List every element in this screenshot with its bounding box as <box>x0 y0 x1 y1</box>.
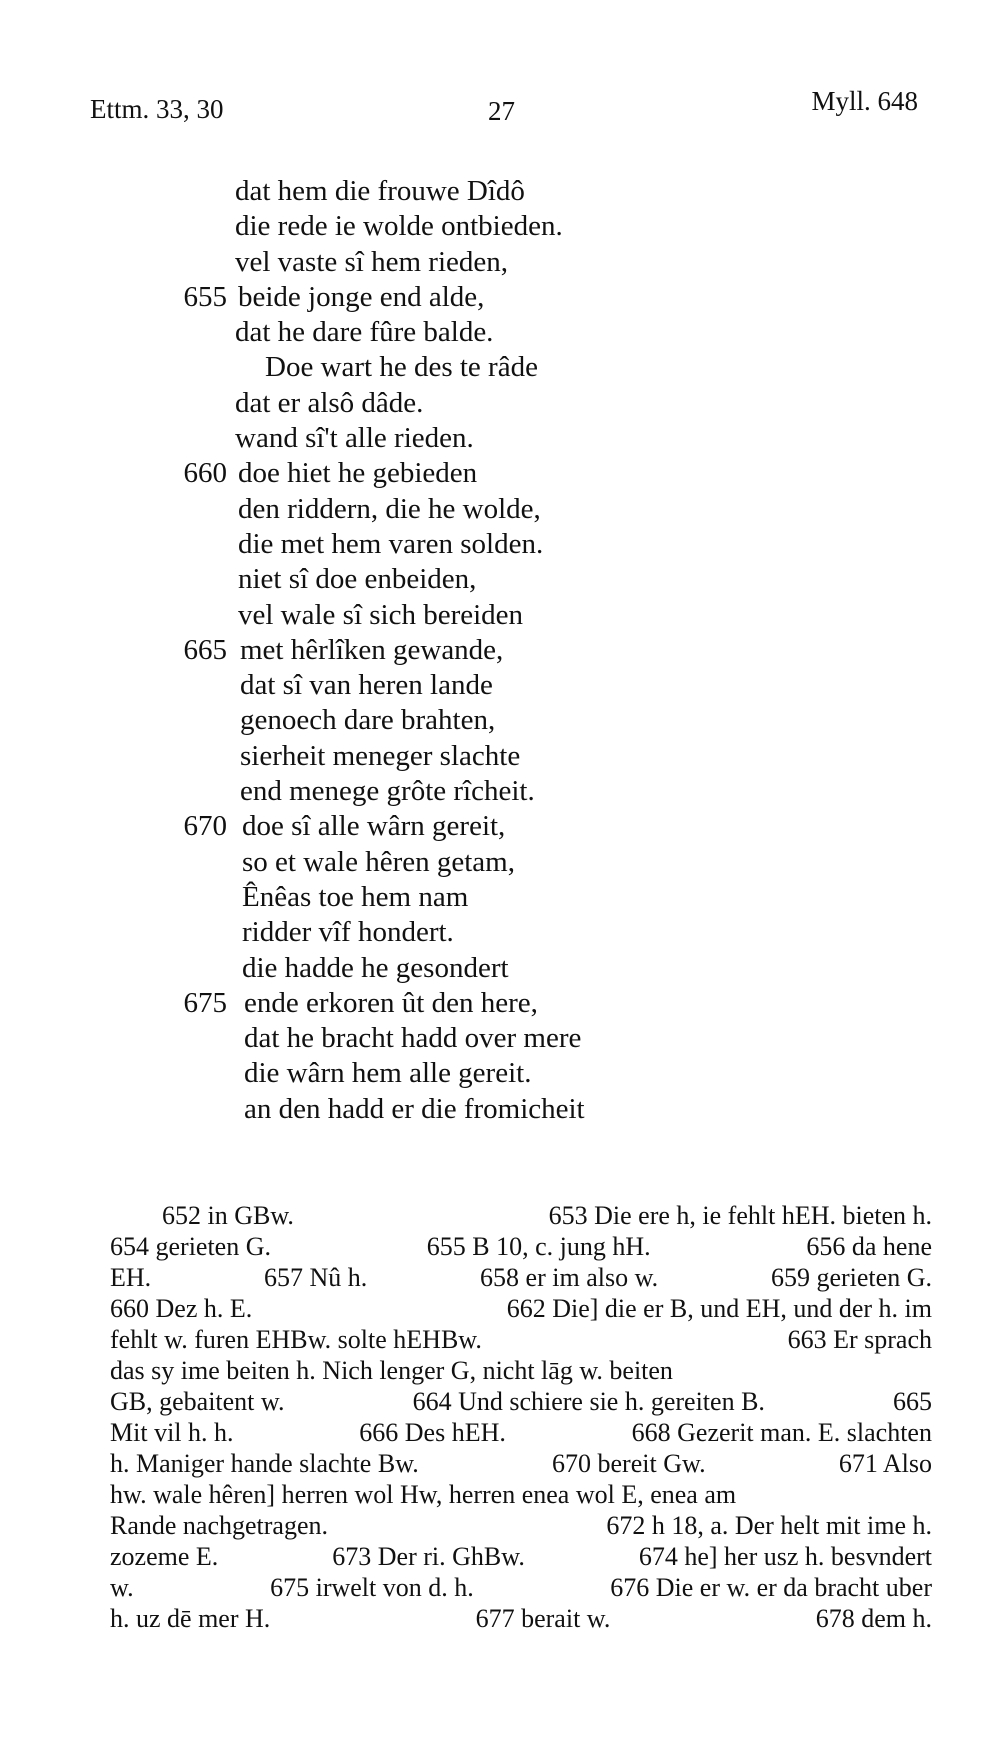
verse-line <box>0 810 1000 845</box>
verse-text-line: die met hem varen solden. <box>238 527 544 560</box>
verse-text <box>0 175 1000 1128</box>
apparatus-entry: zozeme E. <box>110 1542 219 1571</box>
apparatus-entry: 660 Dez h. E. <box>110 1294 253 1323</box>
apparatus-line <box>110 1231 932 1262</box>
apparatus-line <box>110 1572 932 1603</box>
apparatus-line <box>110 1355 932 1386</box>
apparatus-entry: das sy ime beiten h. Nich lenger G, nicht lāg w. beiten <box>110 1356 673 1385</box>
apparatus-line <box>110 1479 932 1510</box>
verse-line <box>0 916 1000 951</box>
verse-line <box>0 599 1000 634</box>
verse-text-line: dat sî van heren lande <box>240 669 493 702</box>
apparatus-line <box>110 1324 932 1355</box>
verse-line <box>0 316 1000 351</box>
page-number: 27 <box>488 96 515 126</box>
apparatus-entry: 674 he] her usz h. besvndert <box>638 1542 932 1571</box>
apparatus-entry: 677 berait w. <box>475 1604 611 1633</box>
verse-line <box>0 281 1000 316</box>
verse-line <box>0 422 1000 457</box>
apparatus-entry: 668 Gezerit man. E. slachten <box>631 1418 932 1447</box>
verse-line <box>0 987 1000 1022</box>
apparatus-entry: 666 Des hEH. <box>359 1418 506 1447</box>
verse-text-line: die wârn hem alle gereit. <box>244 1057 532 1090</box>
apparatus-entry: 676 Die er w. er da bracht uber <box>610 1573 932 1602</box>
verse-text-line: niet sî doe enbeiden, <box>238 563 477 596</box>
apparatus-line <box>110 1448 932 1479</box>
verse-line <box>0 881 1000 916</box>
verse-line <box>0 210 1000 245</box>
apparatus-line <box>110 1262 932 1293</box>
apparatus-entry: EH. <box>110 1263 152 1292</box>
apparatus-entry: 663 Er sprach <box>787 1325 932 1354</box>
verse-number: 665 <box>183 633 227 666</box>
verse-text-line: beide jonge end alde, <box>238 280 485 313</box>
apparatus-entry: 678 dem h. <box>815 1604 932 1633</box>
verse-line <box>0 952 1000 987</box>
apparatus-entry: 652 in GBw. <box>162 1201 294 1230</box>
apparatus-line <box>110 1510 932 1541</box>
verse-text-line: genoech dare brahten, <box>240 704 496 737</box>
apparatus-entry: h. uz dē mer H. <box>110 1604 271 1633</box>
verse-text-line: dat hem die frouwe Dîdô <box>235 175 525 207</box>
critical-apparatus <box>110 1200 932 1634</box>
apparatus-entry: 657 Nû h. <box>263 1263 368 1292</box>
verse-line <box>0 457 1000 492</box>
apparatus-entry: h. Maniger hande slachte Bw. <box>110 1449 419 1478</box>
verse-line <box>0 775 1000 810</box>
verse-text-line: sierheit meneger slachte <box>240 739 521 772</box>
verse-line <box>0 175 1000 210</box>
verse-text-line: Doe wart he des te râde <box>265 351 538 384</box>
apparatus-line <box>110 1386 932 1417</box>
verse-text-line: dat he dare fûre balde. <box>235 316 494 349</box>
verse-line <box>0 1022 1000 1057</box>
apparatus-entry: Rande nachgetragen. <box>110 1511 329 1540</box>
apparatus-entry: 670 bereit Gw. <box>552 1449 706 1478</box>
verse-text-line: dat er alsô dâde. <box>235 386 424 419</box>
apparatus-entry: 665 <box>892 1387 932 1416</box>
verse-line <box>0 351 1000 386</box>
verse-number: 675 <box>183 986 227 1019</box>
apparatus-entry: 662 Die] die er B, und EH, und der h. im <box>506 1294 932 1323</box>
verse-text-line: end menege grôte rîcheit. <box>240 775 535 808</box>
verse-text-line: den riddern, die he wolde, <box>238 492 541 525</box>
apparatus-entry: 658 er im also w. <box>480 1263 659 1292</box>
verse-line <box>0 528 1000 563</box>
apparatus-entry: GB, gebaitent w. <box>110 1387 285 1416</box>
verse-text-line: ende erkoren ût den here, <box>244 986 538 1019</box>
verse-line <box>0 493 1000 528</box>
apparatus-entry: fehlt w. furen EHBw. solte hEHBw. <box>110 1325 482 1354</box>
verse-text-line: so et wale hêren getam, <box>242 845 515 878</box>
verse-line <box>0 1093 1000 1128</box>
apparatus-entry: 654 gerieten G. <box>110 1232 272 1261</box>
apparatus-line <box>110 1541 932 1572</box>
verse-line <box>0 669 1000 704</box>
verse-text-line: vel wale sî sich bereiden <box>238 598 524 631</box>
apparatus-entry: 675 irwelt von d. h. <box>270 1573 474 1602</box>
verse-text-line: met hêrlîken gewande, <box>240 633 504 666</box>
apparatus-entry: 655 B 10, c. jung hH. <box>426 1232 651 1261</box>
apparatus-entry: w. <box>110 1573 134 1602</box>
verse-text-line: wand sî't alle rieden. <box>235 422 474 455</box>
verse-line <box>0 387 1000 422</box>
verse-text-line: an den hadd er die fromicheit <box>244 1092 585 1125</box>
running-head-left: Ettm. 33, 30 <box>90 94 224 124</box>
apparatus-entry: 672 h 18, a. Der helt mit ime h. <box>606 1511 932 1540</box>
apparatus-line <box>110 1603 932 1634</box>
apparatus-entry: 673 Der ri. GhBw. <box>332 1542 525 1571</box>
apparatus-line <box>110 1200 932 1231</box>
apparatus-entry: 656 da hene <box>806 1232 932 1261</box>
verse-text-line: ridder vîf hondert. <box>242 916 454 949</box>
verse-line <box>0 246 1000 281</box>
apparatus-entry: Mit vil h. h. <box>110 1418 234 1447</box>
verse-line <box>0 704 1000 739</box>
verse-line <box>0 740 1000 775</box>
verse-line <box>0 846 1000 881</box>
verse-line <box>0 1057 1000 1092</box>
verse-line <box>0 634 1000 669</box>
verse-text-line: dat he bracht hadd over mere <box>244 1022 582 1055</box>
verse-text-line: die hadde he gesondert <box>242 951 509 984</box>
verse-number: 660 <box>183 457 227 490</box>
verse-text-line: Ênêas toe hem nam <box>242 880 469 913</box>
apparatus-entry: 671 Also <box>838 1449 932 1478</box>
apparatus-line <box>110 1293 932 1324</box>
verse-number: 670 <box>183 810 227 843</box>
verse-number: 655 <box>183 280 227 313</box>
apparatus-entry: hw. wale hêren] herren wol Hw, herren enea wol E, enea am <box>110 1480 737 1509</box>
verse-line <box>0 563 1000 598</box>
verse-text-line: doe sî alle wârn gereit, <box>242 810 506 843</box>
apparatus-entry: 664 Und schiere sie h. gereiten B. <box>412 1387 765 1416</box>
verse-text-line: die rede ie wolde ontbieden. <box>235 210 563 243</box>
apparatus-entry: 659 gerieten G. <box>770 1263 932 1292</box>
apparatus-line <box>110 1417 932 1448</box>
verse-text-line: doe hiet he gebieden <box>238 457 478 490</box>
verse-text-line: vel vaste sî hem rieden, <box>235 245 508 278</box>
running-head-right: Myll. 648 <box>811 86 918 116</box>
apparatus-entry: 653 Die ere h, ie fehlt hEH. bieten h. <box>548 1201 932 1230</box>
page-header <box>90 86 918 126</box>
